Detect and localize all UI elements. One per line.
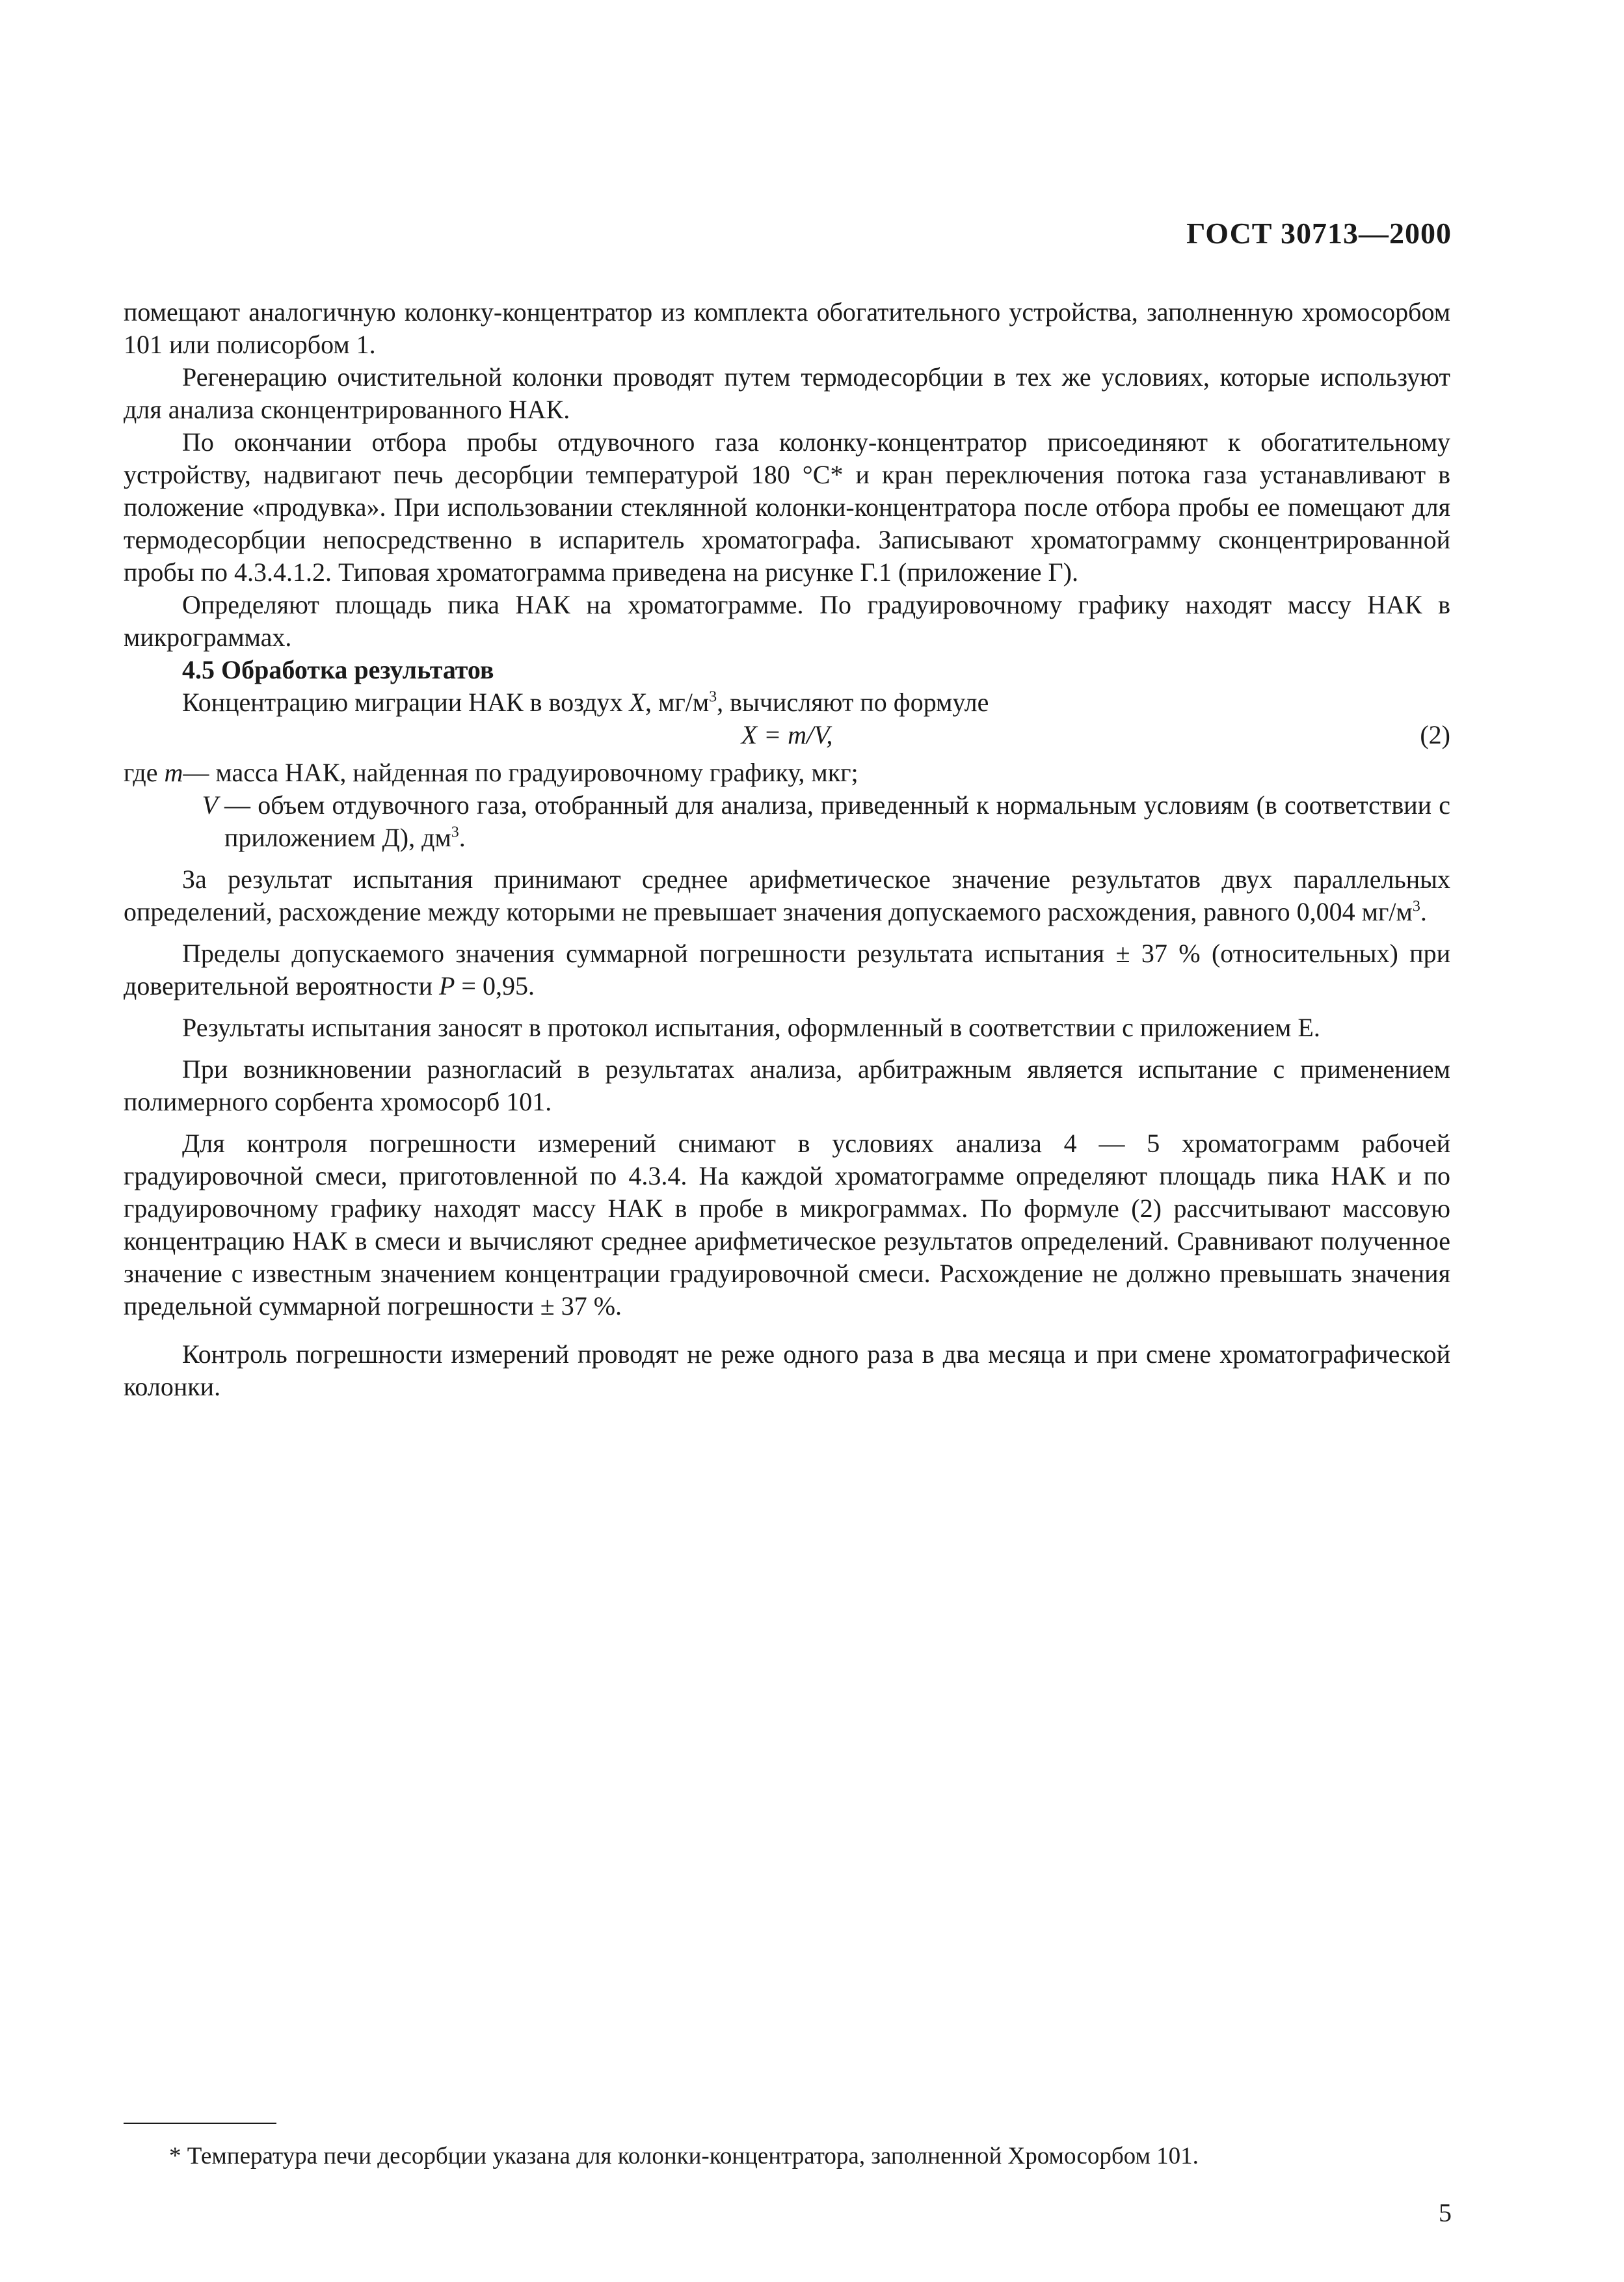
where-v-text <box>224 789 1450 854</box>
formula-row <box>124 719 1450 757</box>
paragraph-peak-area: Определяют площадь пика НАК на хроматограмме. По градуировочному графику находят массу НАК в микрограммах. <box>124 590 1450 652</box>
paragraph-regeneration: Регенерацию очистительной колонки проводят путем термодесорбции в тех же условиях, которые используют для анализа сконцентрированного НАК. <box>124 362 1450 424</box>
paragraph-result <box>124 863 1450 928</box>
paragraph-arbitration: При возникновении разногласий в результатах анализа, арбитражным является испытание с применением полимерного сорбента хромосорб 101. <box>124 1054 1450 1116</box>
standard-header: ГОСТ 30713—2000 <box>1186 217 1452 250</box>
page-number: 5 <box>1439 2198 1452 2227</box>
paragraph-error-limits <box>124 937 1450 1002</box>
footnote: * Температура печи десорбции указана для колонки-концентратора, заполненной Хромосорбом 101. <box>169 2143 1199 2169</box>
symbol-m: m <box>164 758 183 787</box>
text-fragment: . <box>1420 897 1427 926</box>
paragraph-protocol: Результаты испытания заносят в протокол испытания, оформленный в соответствии с приложением Е. <box>182 1013 1320 1042</box>
superscript: 3 <box>1412 898 1420 915</box>
text-fragment: Пределы допускаемого значения суммарной погрешности результата испытания ± 37 % (относительных) при доверительной вероятности <box>124 939 1450 1000</box>
paragraph-error-control: Для контроля погрешности измерений снимают в условиях анализа 4 — 5 хроматограмм рабочей градуировочной смеси, приготовленной по 4.3.4. На каждой хроматограмме определяют площадь пика НАК и по градуировочному графику находят массу НАК в пробе в микрограммах. По формуле (2) рассчитывают массовую концентрацию НАК в смеси и вычисляют среднее арифметическое результатов определений. Сравнивают полученное значение с известным значением концентрации градуировочной смеси. Расхождение не должно превышать значения предельной суммарной погрешности ± 37 %. <box>124 1129 1450 1321</box>
text-fragment: — объем отдувочного газа, отобранный для анализа, приведенный к нормальным условиям (в соответствии с приложением Д), дм <box>224 790 1450 852</box>
text-fragment: , мг/м <box>645 688 710 717</box>
where-clause-v <box>124 789 1450 854</box>
indent <box>124 789 224 854</box>
superscript: 3 <box>709 688 717 706</box>
paragraph-concentration <box>124 686 1450 719</box>
footnote-divider <box>124 2123 276 2124</box>
section-heading: 4.5 Обработка результатов <box>182 655 494 684</box>
paragraph-continuation: помещают аналогичную колонку-концентратор из комплекта обогатительного устройства, заполненную хромосорбом 101 или полисорбом 1. <box>124 297 1450 359</box>
text-fragment: , вычисляют по формуле <box>717 688 989 717</box>
text-fragment: . <box>459 823 466 852</box>
where-m-text: — масса НАК, найденная по градуировочному графику, мкг; <box>183 758 859 787</box>
symbol-v: V <box>202 790 218 820</box>
body-text <box>124 296 1450 1403</box>
variable-p: P <box>438 971 455 1000</box>
formula: X = m/V, <box>741 720 833 749</box>
text-fragment: = 0,95. <box>455 971 535 1000</box>
text-fragment: Концентрацию миграции НАК в воздух <box>182 688 630 717</box>
where-clause-m <box>124 757 1450 789</box>
superscript: 3 <box>451 824 459 841</box>
text-fragment: За результат испытания принимают среднее арифметическое значение результатов двух параллельных определений, расхождение между которыми не превышает значения допускаемого расхождения, равного 0,004 мг/м <box>124 865 1450 926</box>
where-lead: где <box>124 758 158 787</box>
paragraph-control-frequency: Контроль погрешности измерений проводят не реже одного раза в два месяца и при смене хроматографической колонки. <box>124 1339 1450 1401</box>
variable-x: X <box>629 688 645 717</box>
paragraph-sampling: По окончании отбора пробы отдувочного газа колонку-концентратор присоединяют к обогатительному устройству, надвигают печь десорбции температурой 180 °С* и кран переключения потока газа устанавливают в положение «продувка». При использовании стеклянной колонки-концентратора после отбора пробы ее помещают для термодесорбции непосредственно в испаритель хроматографа. Записывают хроматограмму сконцентрированной пробы по 4.3.4.1.2. Типовая хроматограмма приведена на рисунке Г.1 (приложение Г). <box>124 427 1450 587</box>
formula-number: (2) <box>1420 720 1450 749</box>
